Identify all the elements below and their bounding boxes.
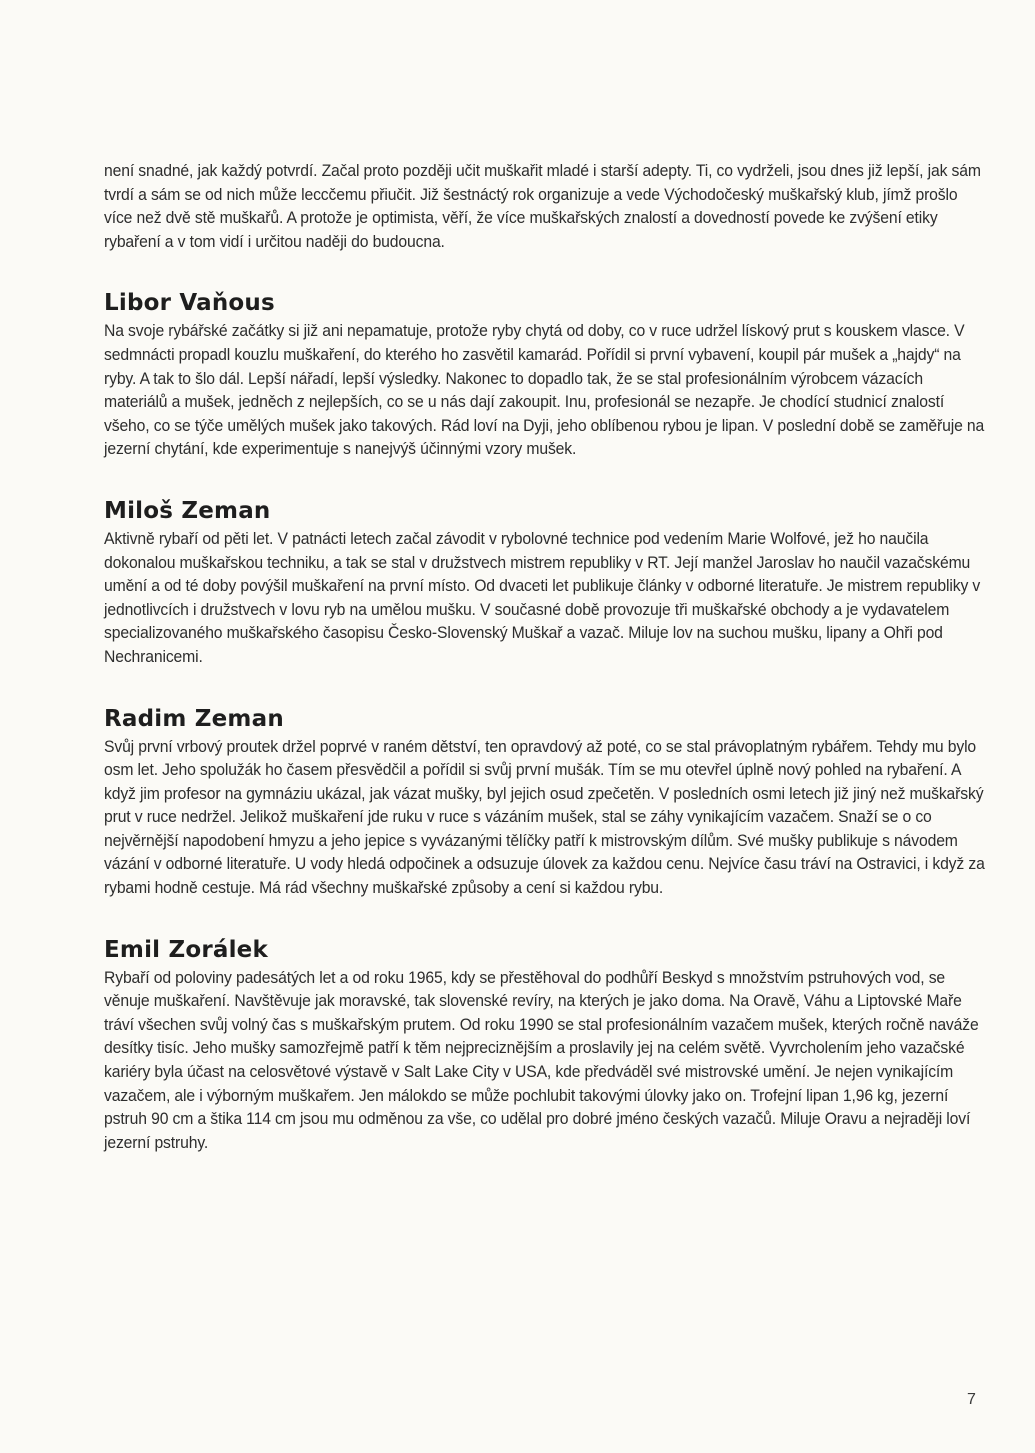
section-paragraph: Rybaří od poloviny padesátých let a od roku 1965, kdy se přestěhoval do podhůří Beskyd s množstvím pstruhových vod, se věnuje muškaření. Navštěvuje jak moravské, tak slovenské revíry, na kterých je jako doma. Na Oravě, Váhu a Liptovské Maře tráví všechen svůj volný čas s muškařským prutem. Od roku 1990 se stal profesionálním vazačem mušek, kterých ročně naváže desítky tisíc. Jeho mušky samozřejmě patří k těm nejpreciznějším a proslavily jej na celém světě. Vyvrcholením jeho vazačské kariéry byla účast na celosvětové výstavě v Salt Lake City v USA, kde předváděl své mistrovské umění. Je nejen vynikajícím vazačem, ale i výborným muškařem. Jen málokdo se může pochlubit takovými úlovky jako on. Trofejní lipan 1,96 kg, jezerní pstruh 90 cm a štika 114 cm jsou mu odměnou za vše, co udělal pro dobré jméno českých vazačů. Miluje Oravu a nejraději loví jezerní pstruhy.	[104, 968, 979, 1152]
section-radim-zeman	[104, 704, 986, 901]
section-libor-vanous	[104, 288, 986, 462]
section-heading: Libor Vaňous	[104, 290, 275, 317]
page-number: 7	[967, 1391, 976, 1408]
section-emil-zoralek	[104, 935, 986, 1156]
section-paragraph: Svůj první vrbový proutek držel poprvé v raném dětství, ten opravdový až poté, co se stal právoplatným rybářem. Tehdy mu bylo osm let. Jeho spolužák ho časem přesvědčil a pořídil si svůj první mušák. Tím se mu otevřel úplně nový pohled na rybaření. A když jim profesor na gymnáziu ukázal, jak vázat mušky, byl jejich osud zpečetěn. V posledních osmi letech již jiný než muškařský prut v ruce nedržel. Jelikož muškaření jde ruku v ruce s vázáním mušek, stal se záhy vynikajícím vazačem. Snaží se o co nejvěrnější napodobení hmyzu a jeho jepice s vyvázanými tělíčky patří k mistrovským dílům. Své mušky publikuje s návodem vázání v odborné literatuře. U vody hledá odpočinek a odsuzuje úlovek za každou cenu. Nejvíce času tráví na Ostravici, i když za rybami hodně cestuje. Má rád všechny muškařské způsoby a cení si každou rybu.	[104, 737, 985, 898]
section-heading: Miloš Zeman	[104, 497, 271, 524]
page-content	[104, 160, 986, 1155]
section-heading: Emil Zorálek	[104, 936, 268, 963]
section-paragraph: Aktivně rybaří od pěti let. V patnácti letech začal závodit v rybolovné technice pod vedením Marie Wolfové, jež ho naučila dokonalou muškařskou techniku, a tak se stal v družstvech mistrem republiky v RT. Její manžel Jaroslav ho naučil vazačskému umění a od té doby povýšil muškaření na první místo. Od dvaceti let publikuje články v odborné literatuře. Je mistrem republiky v jednotlivcích i družstvech v lovu ryb na umělou mušku. V současné době provozuje tři muškařské obchody a je vydavatelem specializovaného muškařského časopisu Česko-Slovenský Muškař a vazač. Miluje lov na suchou mušku, lipany a Ohři pod Nechranicemi.	[104, 529, 981, 666]
section-heading: Radim Zeman	[104, 705, 284, 732]
section-milos-zeman	[104, 496, 986, 670]
section-paragraph: Na svoje rybářské začátky si již ani nepamatuje, protože ryby chytá od doby, co v ruce udržel lískový prut s kouskem vlasce. V sedmnácti propadl kouzlu muškaření, do kterého ho zasvětil kamarád. Pořídil si první vybavení, koupil pár mušek a „hajdy“ na ryby. A tak to šlo dál. Lepší nářadí, lepší výsledky. Nakonec to dopadlo tak, že se stal profesionálním výrobcem vázacích materiálů a mušek, jedněch z nejlepších, co se u nás dají zakoupit. Inu, profesionál se nezapře. Je chodící studnicí znalostí všeho, co se týče umělých mušek jako takových. Rád loví na Dyji, jeho oblíbenou rybou je lipan. V poslední době se zaměřuje na jezerní chytání, kde experimentuje s nanejvýš účinnými vzory mušek.	[104, 322, 985, 459]
intro-paragraph: není snadné, jak každý potvrdí. Začal proto později učit muškařit mladé i starší adepty. Ti, co vydrželi, jsou dnes již lepší, jak sám tvrdí a sám se od nich může leccčemu přiučit. Již šestnáctý rok organizuje a vede Východočeský muškařský klub, jímž prošlo více než dvě stě muškařů. A protože je optimista, věří, že více muškařských znalostí a dovedností povede ke zvýšení etiky rybaření a v tom vidí i určitou naději do budoucna.	[104, 162, 981, 251]
